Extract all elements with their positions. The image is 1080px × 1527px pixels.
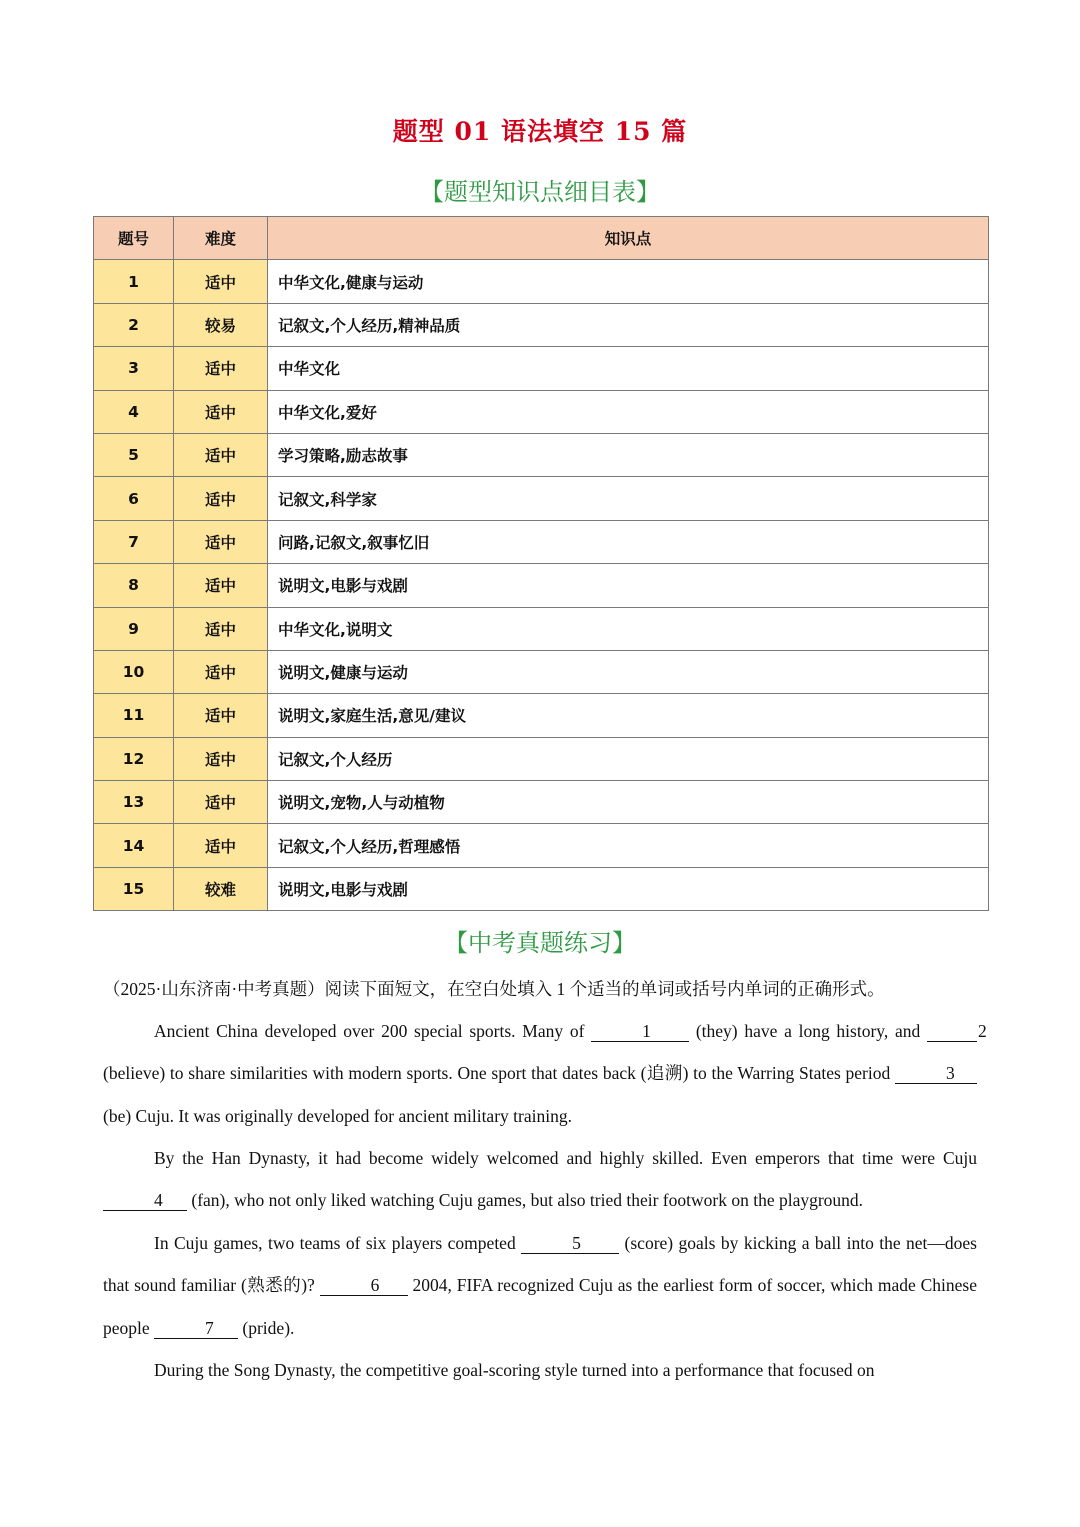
cell-difficulty: 适中: [174, 824, 268, 867]
cell-difficulty: 适中: [174, 520, 268, 563]
table-row: [94, 390, 989, 433]
passage-paragraph-1: [103, 1010, 987, 1137]
cell-number: 3: [94, 347, 174, 390]
header-difficulty: 难度: [174, 217, 268, 260]
passage-text: (they) have a long history, and: [689, 1021, 927, 1041]
header-number: 题号: [94, 217, 174, 260]
passage-text: During the Song Dynasty, the competitive goal-scoring style turned into a performance that focused on: [154, 1360, 875, 1380]
page-title: 题型 01 语法填空 15 篇: [392, 117, 688, 146]
blank-7[interactable]: 7: [154, 1318, 238, 1339]
blank-4[interactable]: 4: [103, 1190, 187, 1211]
cell-number: 5: [94, 433, 174, 476]
table-row: [94, 564, 989, 607]
blank-3[interactable]: 3: [895, 1063, 977, 1084]
table-body: [94, 260, 989, 911]
cell-knowledge-point: 记叙文,个人经历,精神品质: [268, 303, 989, 346]
cell-knowledge-point: 记叙文,个人经历: [268, 737, 989, 780]
knowledge-point-table: [93, 216, 989, 911]
table-row: [94, 477, 989, 520]
table-row: [94, 781, 989, 824]
cell-difficulty: 适中: [174, 564, 268, 607]
table-row: [94, 607, 989, 650]
table-row: [94, 867, 989, 910]
cell-knowledge-point: 问路,记叙文,叙事忆旧: [268, 520, 989, 563]
cell-difficulty: 适中: [174, 390, 268, 433]
practice-heading: 【中考真题练习】: [444, 929, 636, 957]
cell-number: 13: [94, 781, 174, 824]
cell-knowledge-point: 说明文,家庭生活,意见/建议: [268, 694, 989, 737]
cell-knowledge-point: 中华文化,爱好: [268, 390, 989, 433]
passage-text: (fan), who not only liked watching Cuju games, but also tried their footwork on the playground.: [187, 1190, 864, 1211]
cell-knowledge-point: 说明文,电影与戏剧: [268, 867, 989, 910]
table-row: [94, 737, 989, 780]
header-knowledge-point: 知识点: [268, 217, 989, 260]
cell-difficulty: 适中: [174, 347, 268, 390]
cell-number: 1: [94, 260, 174, 303]
passage-text: Ancient China developed over 200 special sports. Many of: [154, 1021, 592, 1041]
blank-5[interactable]: 5: [521, 1233, 619, 1254]
cell-difficulty: 适中: [174, 433, 268, 476]
cell-number: 9: [94, 607, 174, 650]
cell-difficulty: 适中: [174, 650, 268, 693]
blank-1[interactable]: 1: [591, 1021, 689, 1042]
cell-difficulty: 适中: [174, 694, 268, 737]
cell-number: 14: [94, 824, 174, 867]
passage-text: (believe) to share similarities with modern sports. One sport that dates back (追溯) to the Warring States period: [103, 1063, 895, 1084]
table-row: [94, 303, 989, 346]
passage-paragraph-3: [103, 1222, 977, 1349]
table-row: [94, 433, 989, 476]
cell-number: 4: [94, 390, 174, 433]
cell-knowledge-point: 说明文,电影与戏剧: [268, 564, 989, 607]
table-row: [94, 694, 989, 737]
cell-knowledge-point: 说明文,宠物,人与动植物: [268, 781, 989, 824]
table-header-row: [94, 217, 989, 260]
cell-difficulty: 适中: [174, 737, 268, 780]
table-heading: 【题型知识点细目表】: [420, 178, 660, 206]
passage-text: (score) goals by kicking a ball into the net—does that sound familiar (熟悉的)?: [103, 1233, 977, 1296]
blank-6[interactable]: 6: [320, 1275, 408, 1296]
cell-number: 15: [94, 867, 174, 910]
passage-text: In Cuju games, two teams of six players competed: [154, 1233, 522, 1253]
cell-knowledge-point: 中华文化: [268, 347, 989, 390]
cell-number: 11: [94, 694, 174, 737]
blank-2[interactable]: 2: [927, 1021, 977, 1042]
cell-knowledge-point: 中华文化,健康与运动: [268, 260, 989, 303]
table-row: [94, 520, 989, 563]
passage-text: (be) Cuju. It was originally developed for ancient military training.: [103, 1105, 572, 1126]
cell-difficulty: 适中: [174, 260, 268, 303]
cell-difficulty: 较难: [174, 867, 268, 910]
table-row: [94, 650, 989, 693]
passage-text: By the Han Dynasty, it had become widely welcomed and highly skilled. Even emperors that time were Cuju: [154, 1148, 977, 1168]
cell-number: 6: [94, 477, 174, 520]
cell-knowledge-point: 中华文化,说明文: [268, 607, 989, 650]
cell-knowledge-point: 记叙文,科学家: [268, 477, 989, 520]
table-row: [94, 824, 989, 867]
question-instructions: （2025·山东济南·中考真题）阅读下面短文，在空白处填入 1 个适当的单词或括号内单词的正确形式。: [103, 979, 885, 999]
passage-paragraph-2: [103, 1137, 977, 1222]
cell-difficulty: 适中: [174, 477, 268, 520]
cell-difficulty: 适中: [174, 607, 268, 650]
cell-number: 8: [94, 564, 174, 607]
cell-knowledge-point: 说明文,健康与运动: [268, 650, 989, 693]
table-row: [94, 260, 989, 303]
cell-knowledge-point: 学习策略,励志故事: [268, 433, 989, 476]
cell-difficulty: 较易: [174, 303, 268, 346]
cell-number: 7: [94, 520, 174, 563]
cell-knowledge-point: 记叙文,个人经历,哲理感悟: [268, 824, 989, 867]
cell-number: 10: [94, 650, 174, 693]
table-row: [94, 347, 989, 390]
passage-paragraph-4: [103, 1349, 977, 1391]
passage-text: (pride).: [238, 1317, 295, 1338]
cell-number: 2: [94, 303, 174, 346]
cell-difficulty: 适中: [174, 781, 268, 824]
cell-number: 12: [94, 737, 174, 780]
passage-text: 2004, FIFA recognized Cuju as the earliest form of soccer, which made Chinese people: [103, 1275, 977, 1338]
